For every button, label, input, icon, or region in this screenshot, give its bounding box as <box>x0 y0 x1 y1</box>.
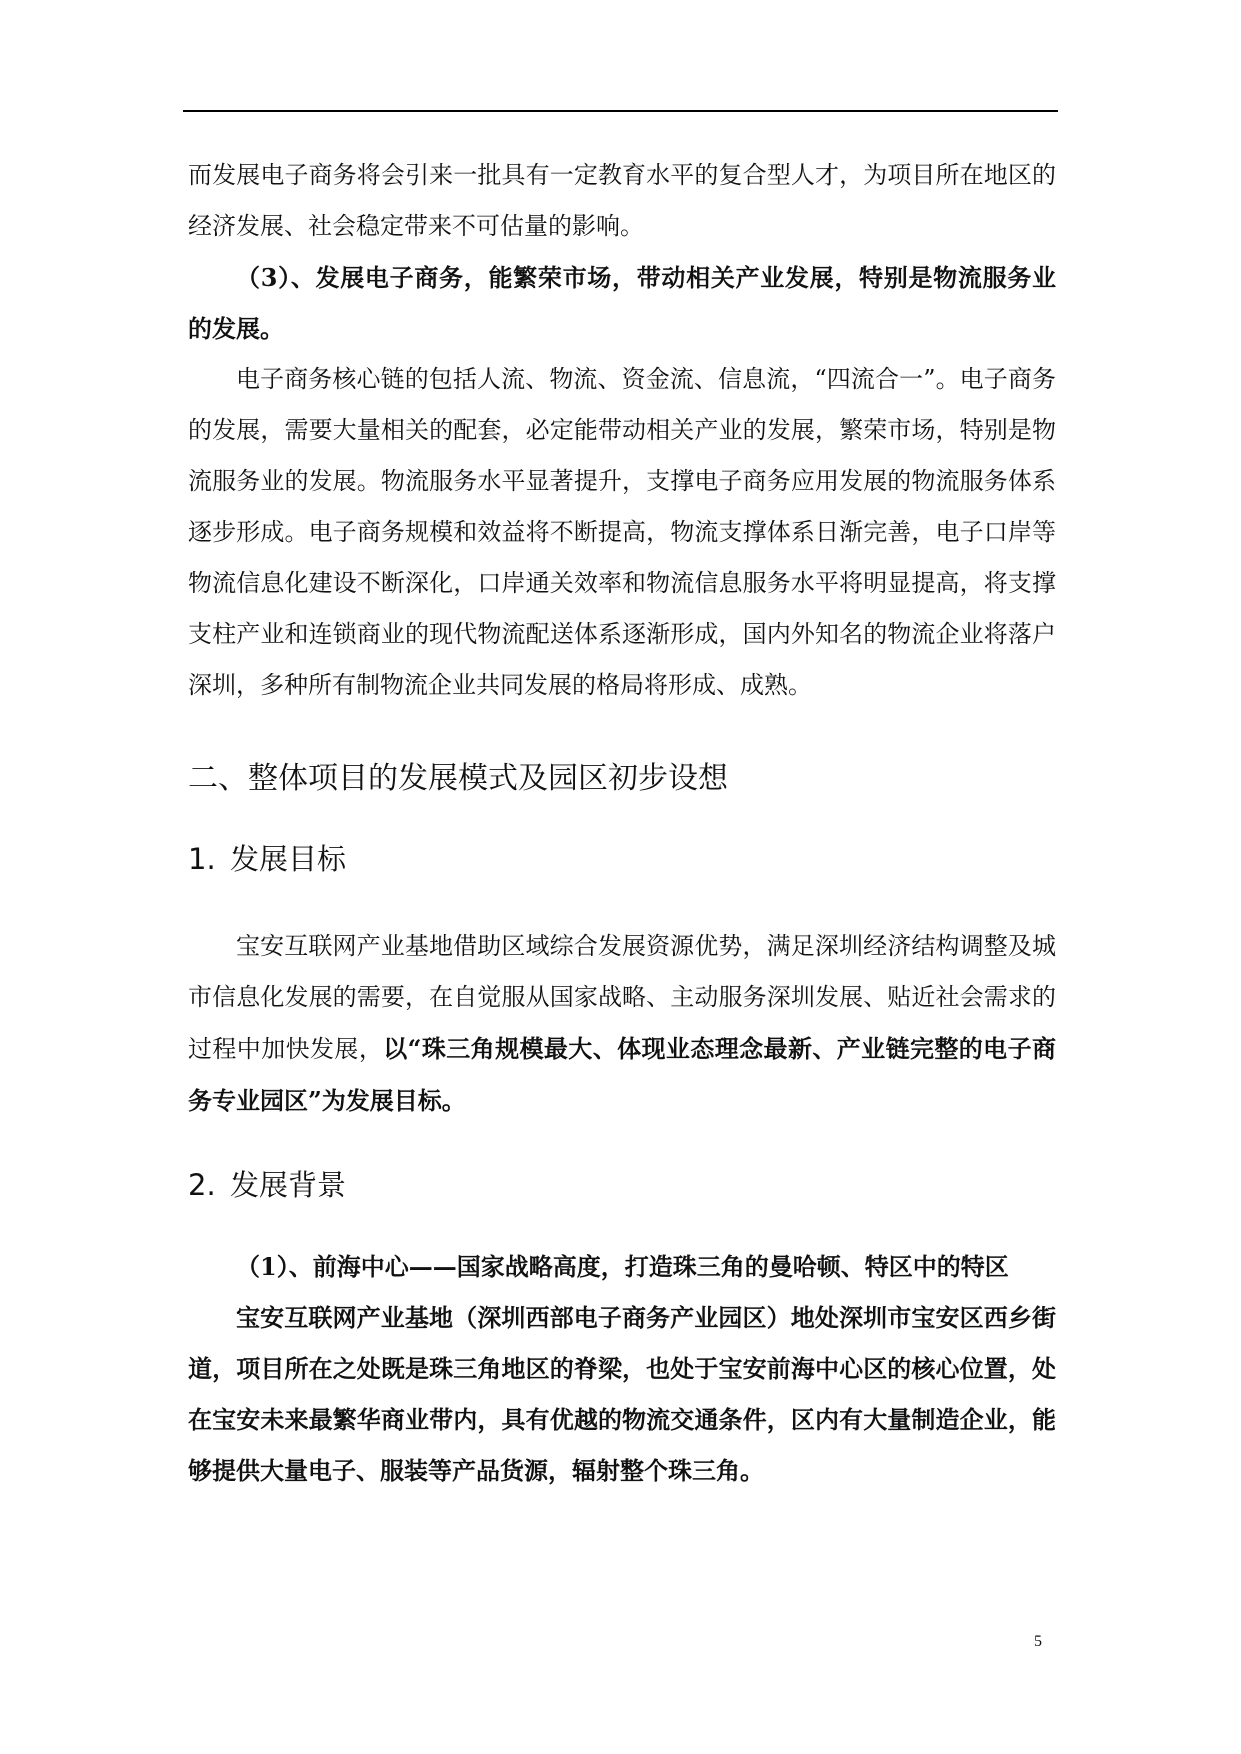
paragraph-logistics-body: 电子商务核心链的包括人流、物流、资金流、信息流，“四流合一”。电子商务的发展，需要大量相关的配套，必定能带动相关产业的发展，繁荣市场，特别是物流服务业的发展。物流服务水平显著提升，支撑电子商务应用发展的物流服务体系逐步形成。电子商务规模和效益将不断提高，物流支撑体系日渐完善，电子口岸等物流信息化建设不断深化，口岸通关效率和物流信息服务水平将明显提高，将支撑支柱产业和连锁商业的现代物流配送体系逐渐形成，国内外知名的物流企业将落户深圳，多种所有制物流企业共同发展的格局将形成、成熟。 <box>188 365 1056 699</box>
background-item-heading: （1）、前海中心——国家战略高度，打造珠三角的曼哈顿、特区中的特区 <box>236 1252 1009 1281</box>
subsection-title: 发展背景 <box>230 1168 347 1202</box>
goal-text: 宝安互联网产业基地借助区域综合发展资源优势，满足深圳经济结构调整及城市信息化发展的需要，在自觉服从国家战略、主动服务深圳发展、贴近社会需求的过程中加快发展， <box>188 932 1056 1063</box>
header-rule <box>183 110 1058 112</box>
background-item-text: 宝安互联网产业基地（深圳西部电子商务产业园区）地处深圳市宝安区西乡街道，项目所在之处既是珠三角地区的脊梁，也处于宝安前海中心区的核心位置，处在宝安未来最繁华商业带内，具有优越的物流交通条件，区内有大量制造企业，能够提供大量电子、服装等产品货源，辐射整个珠三角。 <box>188 1303 1056 1485</box>
subsection-number: 2. <box>188 1168 216 1202</box>
paragraph-logistics-heading: （3）、发展电子商务，能繁荣市场，带动相关产业发展，特别是物流服务业的发展。 <box>188 263 1056 343</box>
subsection-title: 发展目标 <box>230 842 347 876</box>
subsection-heading-goal <box>188 839 1056 879</box>
paragraph-talent-impact: 而发展电子商务将会引来一批具有一定教育水平的复合型人才，为项目所在地区的经济发展、社会稳定带来不可估量的影响。 <box>188 161 1056 240</box>
page-number: 5 <box>1034 1633 1042 1650</box>
subsection-heading-background <box>188 1165 1056 1205</box>
goal-text-bold: 以“珠三角规模最大、体现业态理念最新、产业链完整的电子商务专业园区”为发展目标。 <box>188 1034 1056 1115</box>
paragraph-goal <box>188 921 1056 1127</box>
section-heading: 二、整体项目的发展模式及园区初步设想 <box>188 761 728 796</box>
subsection-number: 1. <box>188 842 216 876</box>
page-content <box>188 150 1056 1496</box>
